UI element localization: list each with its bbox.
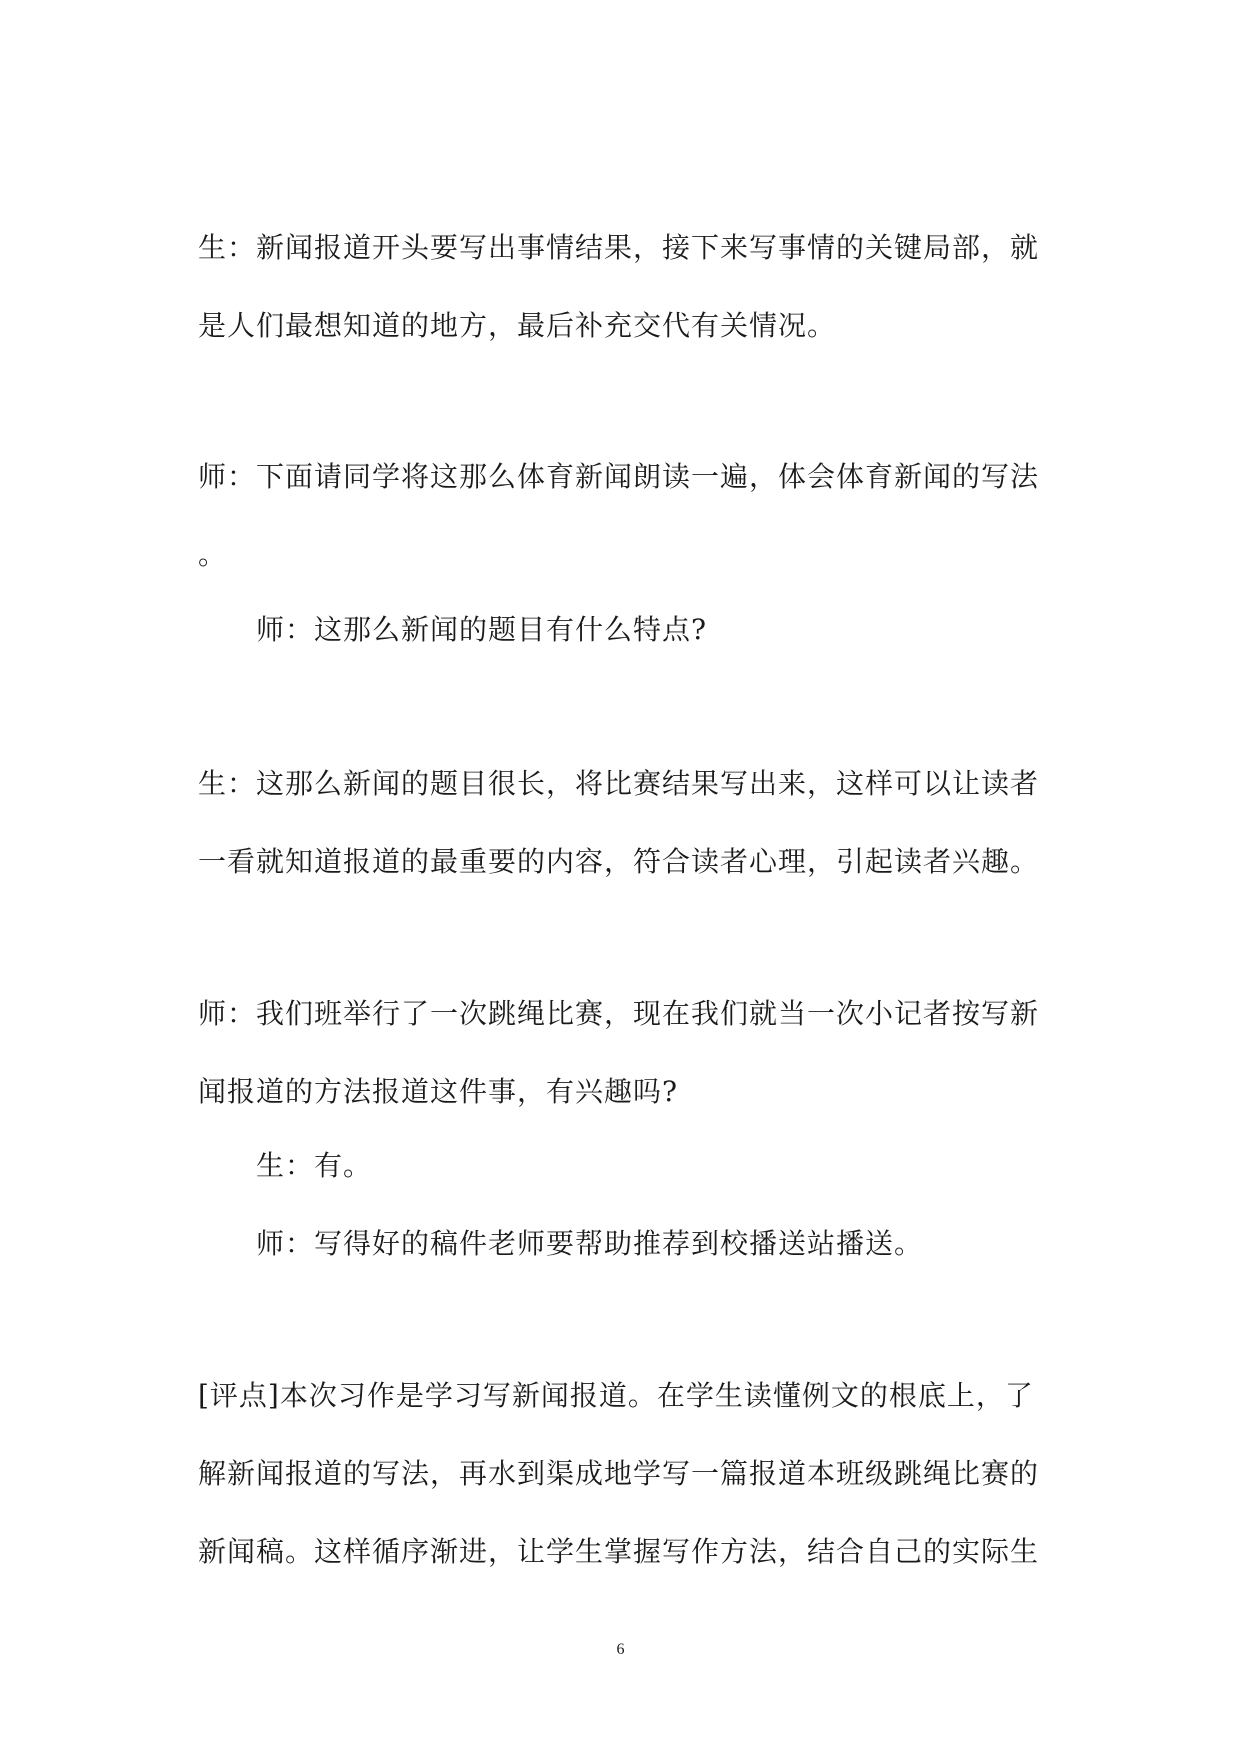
text-line-4: 。 [198,538,228,571]
text-line-14: 新闻稿。这样循序渐进，让学生掌握写作方法，结合自己的实际生 [198,1535,1040,1568]
text-line-7: 一看就知道报道的最重要的内容，符合读者心理，引起读者兴趣。 [198,845,1040,878]
page-number: 6 [616,1641,625,1658]
text-line-5: 师：这那么新闻的题目有什么特点? [256,613,708,646]
text-line-11: 师：写得好的稿件老师要帮助推荐到校播送站播送。 [256,1227,924,1260]
text-line-1: 生：新闻报道开头要写出事情结果，接下来写事情的关键局部，就 [198,231,1040,264]
text-line-12: [评点]本次习作是学习写新闻报道。在学生读懂例文的根底上，了 [198,1379,1034,1412]
text-line-13: 解新闻报道的写法，再水到渠成地学写一篇报道本班级跳绳比赛的 [198,1457,1040,1490]
text-line-8: 师：我们班举行了一次跳绳比赛，现在我们就当一次小记者按写新 [198,997,1040,1030]
text-line-6: 生：这那么新闻的题目很长，将比赛结果写出来，这样可以让读者 [198,767,1040,800]
text-line-2: 是人们最想知道的地方，最后补充交代有关情况。 [198,309,837,342]
text-line-9: 闻报道的方法报道这件事，有兴趣吗? [198,1075,679,1108]
text-line-10: 生：有。 [256,1149,373,1182]
text-line-3: 师：下面请同学将这那么体育新闻朗读一遍，体会体育新闻的写法 [198,460,1040,493]
